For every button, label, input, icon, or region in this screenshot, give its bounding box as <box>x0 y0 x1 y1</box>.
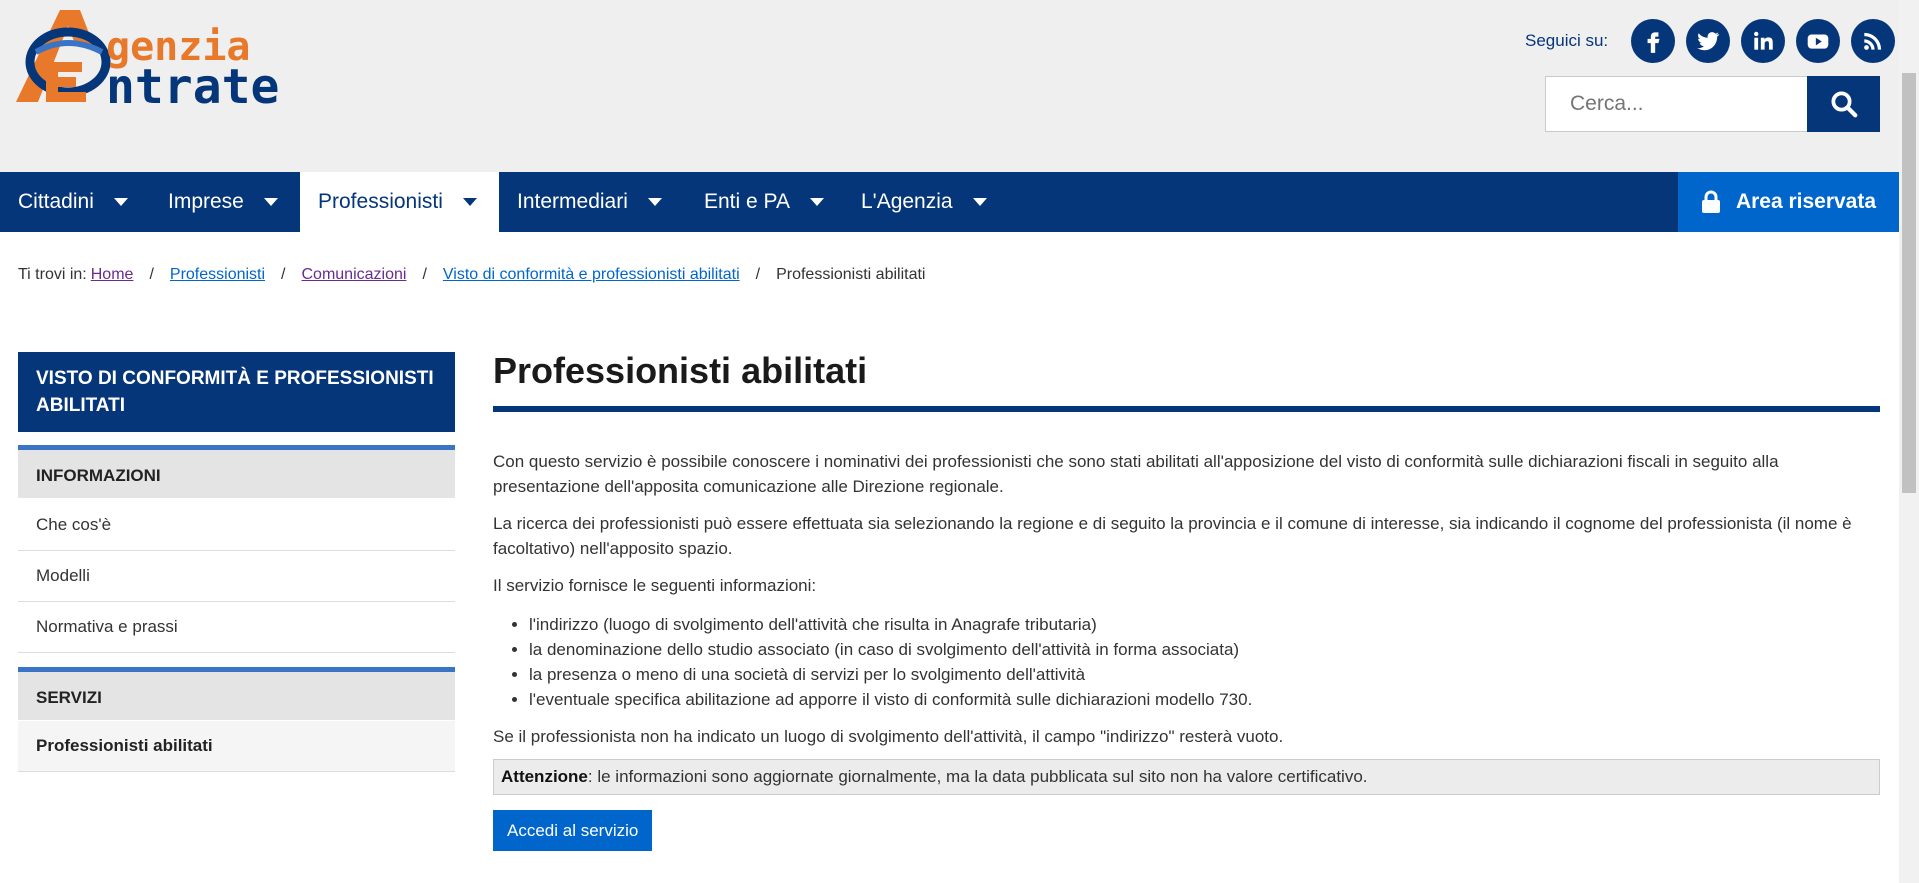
area-riservata-button[interactable] <box>1678 172 1899 232</box>
search-button[interactable] <box>1807 76 1880 132</box>
agenzia-entrate-logo[interactable] <box>16 6 346 106</box>
sidebar-section-informazioni: INFORMAZIONI <box>18 445 455 498</box>
breadcrumb-separator: / <box>149 266 154 283</box>
nav-label: Professionisti <box>318 190 443 213</box>
logo-line2: ntrate <box>106 59 280 106</box>
caret-down-icon <box>463 198 477 206</box>
attention-box <box>493 759 1880 795</box>
caret-down-icon <box>810 198 824 206</box>
breadcrumb <box>18 266 925 284</box>
nav-item-professionisti[interactable] <box>300 172 499 232</box>
breadcrumb-home[interactable]: Home <box>90 266 134 283</box>
nav-item-agenzia[interactable] <box>843 172 993 232</box>
info-list <box>493 612 1880 712</box>
attention-label: Attenzione <box>501 767 588 786</box>
nav-item-imprese[interactable] <box>150 172 300 232</box>
accedi-servizio-button[interactable]: Accedi al servizio <box>493 810 652 851</box>
caret-down-icon <box>648 198 662 206</box>
list-item: • la presenza o meno di una società di servizi per lo svolgimento dell'attività <box>529 662 1880 687</box>
caret-down-icon <box>114 198 128 206</box>
nav-item-cittadini[interactable] <box>0 172 150 232</box>
page-title: Professionisti abilitati <box>493 350 1880 412</box>
caret-down-icon <box>264 198 278 206</box>
breadcrumb-comunicazioni[interactable]: Comunicazioni <box>301 266 407 283</box>
area-riservata-label: Area riservata <box>1735 190 1877 213</box>
sidebar-title[interactable]: VISTO DI CONFORMITÀ E PROFESSIONISTI ABILITATI <box>18 352 455 432</box>
info-intro: Il servizio fornisce le seguenti informazioni: <box>493 576 817 595</box>
breadcrumb-prefix: Ti trovi in: <box>18 266 87 283</box>
nav-label: L'Agenzia <box>861 190 953 213</box>
nav-label: Cittadini <box>18 190 94 213</box>
list-item: • la denominazione dello studio associato (in caso di svolgimento dell'attività in forma associata) <box>529 637 1880 662</box>
list-item: • l'indirizzo (luogo di svolgimento dell'attività che risulta in Anagrafe tributaria) <box>529 612 1880 637</box>
social-bar <box>1525 19 1895 63</box>
sidebar-link-professionisti-abilitati[interactable]: Professionisti abilitati <box>18 721 455 772</box>
logo-line1: genzia <box>106 24 251 70</box>
social-label: Seguici su: <box>1525 31 1609 50</box>
nav-item-enti-pa[interactable] <box>686 172 843 232</box>
rss-icon[interactable] <box>1851 19 1895 63</box>
sidebar-link-normativa[interactable]: Normativa e prassi <box>18 602 455 653</box>
sidebar-link-che-cose[interactable]: Che cos'è <box>18 500 455 551</box>
search-input[interactable] <box>1545 76 1808 132</box>
nav-label: Enti e PA <box>704 190 790 213</box>
main-navigation <box>0 172 1899 232</box>
breadcrumb-separator: / <box>755 266 761 283</box>
breadcrumb-separator: / <box>281 266 286 283</box>
intro-paragraph: Con questo servizio è possibile conoscere i nominativi dei professionisti che sono stati abilitati all'apposizione del visto di conformità sulle dichiarazioni fiscali in seguito alla presentazione dell'apposita comunicazione alle Direzione regionale. <box>493 452 1779 496</box>
nav-label: Intermediari <box>517 190 628 213</box>
main-content <box>493 350 1880 851</box>
twitter-icon[interactable] <box>1686 19 1730 63</box>
sidebar-section-servizi: SERVIZI <box>18 667 455 720</box>
caret-down-icon <box>973 198 987 206</box>
breadcrumb-separator: / <box>422 266 427 283</box>
attention-text: : le informazioni sono aggiornate giornalmente, ma la data pubblicata sul sito non ha valore certificativo. <box>587 767 1368 786</box>
sidebar-link-modelli[interactable]: Modelli <box>18 551 455 602</box>
nav-label: Imprese <box>168 190 244 213</box>
list-item: • l'eventuale specifica abilitazione ad apporre il visto di conformità sulle dichiarazioni modello 730. <box>529 687 1880 712</box>
lock-icon <box>1701 190 1721 214</box>
scrollbar-thumb[interactable] <box>1902 73 1916 493</box>
search-paragraph: La ricerca dei professionisti può essere effettuata sia selezionando la regione e di seguito la provincia e il comune di interesse, sia indicando il cognome del professionista (il nome è facoltativo) nell'apposito spazio. <box>493 514 1852 558</box>
breadcrumb-professionisti[interactable]: Professionisti <box>169 266 266 283</box>
breadcrumb-visto-conformita[interactable]: Visto di conformità e professionisti abilitati <box>442 266 740 283</box>
breadcrumb-current: Professionisti abilitati <box>776 266 926 283</box>
nav-item-intermediari[interactable] <box>499 172 686 232</box>
youtube-icon[interactable] <box>1796 19 1840 63</box>
linkedin-icon[interactable] <box>1741 19 1785 63</box>
site-header <box>0 0 1899 172</box>
facebook-icon[interactable] <box>1631 19 1675 63</box>
address-note: Se il professionista non ha indicato un luogo di svolgimento dell'attività, il campo "indirizzo" resterà vuoto. <box>493 727 1284 746</box>
search-icon <box>1829 89 1859 119</box>
